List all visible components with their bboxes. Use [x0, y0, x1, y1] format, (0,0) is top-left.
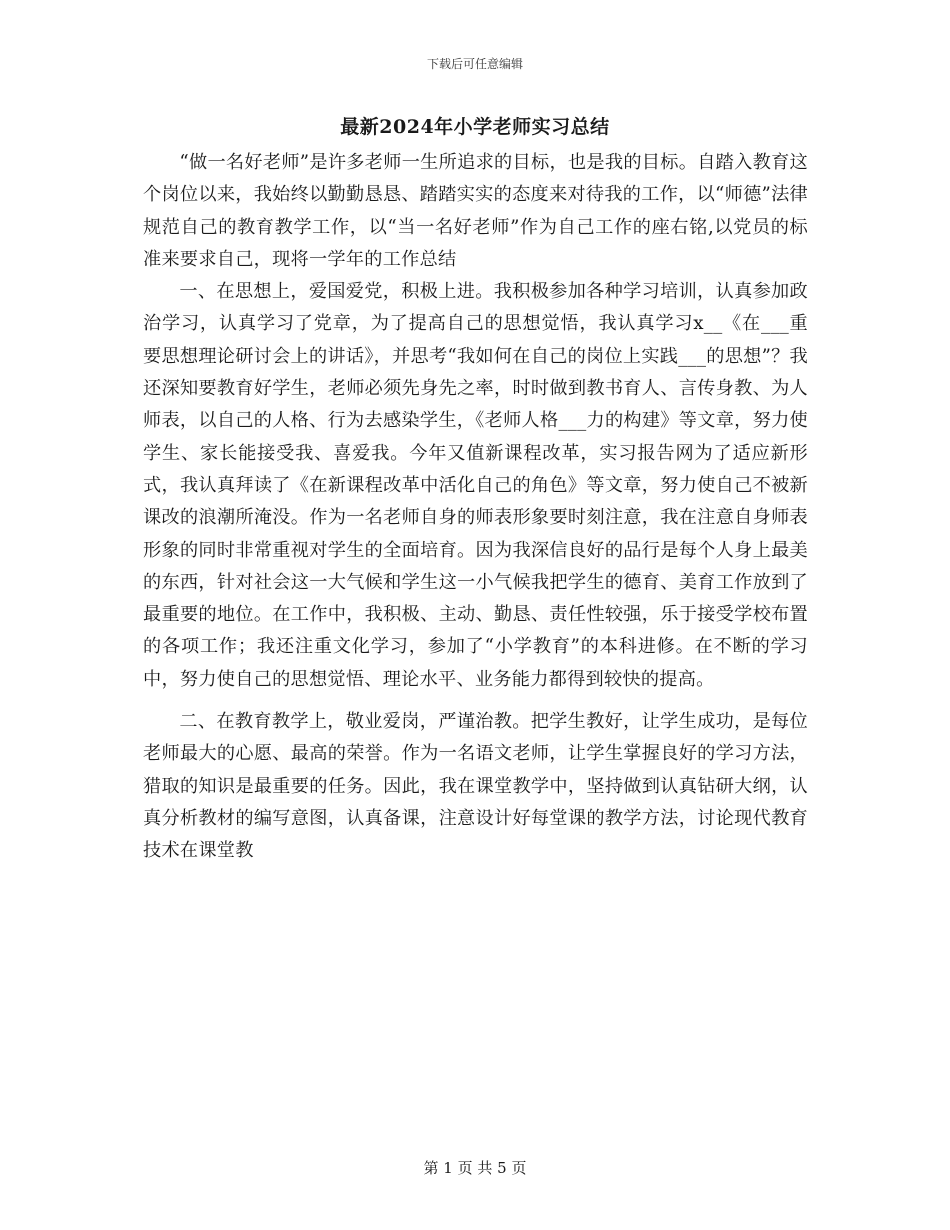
- paragraph-intro: “做一名好老师”是许多老师一生所追求的目标，也是我的目标。自踏入教育这个岗位以来，我始终以勤勤恳恳、踏踏实实的态度来对待我的工作，以“师德”法律规范自己的教育教学工作，以“当一名好老师”作为自己工作的座右铭,以党员的标准来要求自己，现将一学年的工作总结: [143, 152, 808, 270]
- page-number: 第 1 页 共 5 页: [423, 1159, 527, 1177]
- download-note: 下载后可任意编辑: [426, 57, 523, 71]
- document-title: 最新2024年小学老师实习总结: [340, 116, 610, 138]
- document-body: [143, 147, 808, 868]
- paragraph-teaching: 二、在教育教学上，敬业爱岗，严谨治教。把学生教好，让学生成功，是每位老师最大的心愿、最高的荣誉。作为一名语文老师，让学生掌握良好的学习方法，猎取的知识是最重要的任务。因此，我在课堂教学中，坚持做到认真钻研大纲，认真分析教材的编写意图，认真备课，注意设计好每堂课的教学方法，讨论现代教育技术在课堂教: [143, 711, 808, 862]
- paragraph-ideology: 一、在思想上，爱国爱党，积极上进。我积极参加各种学习培训，认真参加政治学习，认真学习了党章，为了提高自己的思想觉悟，我认真学习x__《在___重要思想理论研讨会上的讲话》，并思考“我如何在自己的岗位上实践___的思想”？我还深知要教育好学生，老师必须先身先之率，时时做到教书育人、言传身教、为人师表，以自己的人格、行为去感染学生，《老师人格___力的构建》等文章，努力使学生、家长能接受我、喜爱我。今年又值新课程改革，实习报告网为了适应新形式，我认真拜读了《在新课程改革中活化自己的角色》等文章，努力使自己不被新课改的浪潮所淹没。作为一名老师自身的师表形象要时刻注意，我在注意自身师表形象的同时非常重视对学生的全面培育。因为我深信良好的品行是每个人身上最美的东西，针对社会这一大气候和学生这一小气候我把学生的德育、美育工作放到了最重要的地位。在工作中，我积极、主动、勤恳、责任性较强，乐于接受学校布置的各项工作；我还注重文化学习，参加了“小学教育”的本科进修。在不断的学习中，努力使自己的思想觉悟、理论水平、业务能力都得到较快的提高。: [143, 281, 808, 690]
